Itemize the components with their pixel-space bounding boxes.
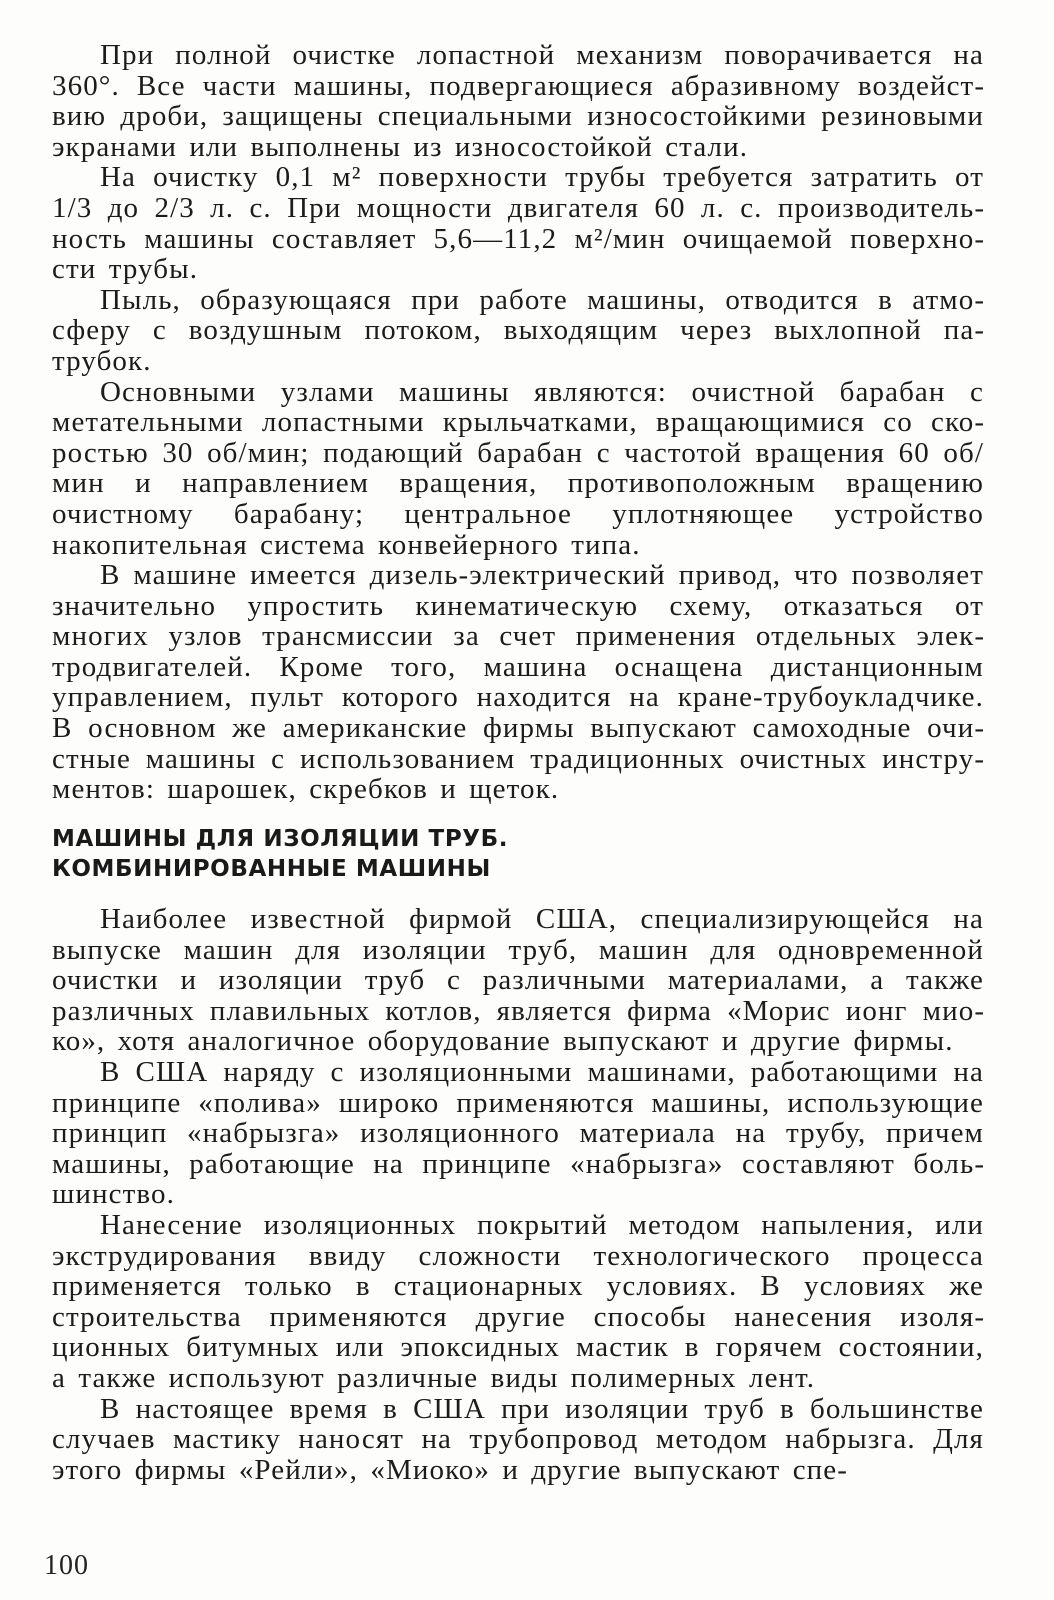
page-number: 100 bbox=[44, 1550, 89, 1581]
paragraph: В США наряду с изоляционными машинами, работающими на принципе «полива» широко применяются машины, использующие принцип «набрызга» изоляционного материала на трубу, причем машины, работающие на принципе «набрызга» составляют большинство. bbox=[52, 1055, 984, 1211]
paragraph: При полной очистке лопастной механизм поворачивается на 360°. Все части машины, подвергающиеся абразивному воздействию дроби, защищены специальными износостойкими резиновыми экранами или выполнены из износостойкой стали. bbox=[52, 39, 984, 163]
paragraph: Пыль, образующаяся при работе машины, отводится в атмосферу с воздушным потоком, выходящим через выхлопной патрубок. bbox=[52, 283, 984, 377]
paragraph: Основными узлами машины являются: очистной барабан с метательными лопастными крыльчатками, вращающимися со скоростью 30 об/мин; подающий барабан с частотой вращения 60 об/мин и направлением вращения, противоположным вращению очистному барабану; центральное уплотняющее устройство накопительная система конвейерного типа. bbox=[52, 375, 984, 561]
paragraph: В машине имеется дизель-электрический привод, что позволяет значительно упростить кинематическую схему, отказаться от многих узлов трансмиссии за счет применения отдельных электродвигателей. Кроме того, машина оснащена дистанционным управлением, пульт которого находится на кране-трубоукладчике. В основном же американские фирмы выпускают самоходные очистные машины с использованием традиционных очистных инструментов: шарошек, скребков и щеток. bbox=[52, 559, 984, 806]
text-block-top bbox=[52, 40, 984, 805]
paragraph: Нанесение изоляционных покрытий методом напыления, или экструдирования ввиду сложности технологического процесса применяется только в стационарных условиях. В условиях же строительства применяются другие способы нанесения изоляционных битумных или эпоксидных мастик в горячем состоянии, а также используют различные виды полимерных лент. bbox=[52, 1208, 984, 1394]
paragraph: В настоящее время в США при изоляции труб в большинстве случаев мастику наносят на трубопровод методом набрызга. Для этого фирмы «Рейли», «Миоко» и другие выпускают спе- bbox=[52, 1392, 984, 1486]
text-block-bottom bbox=[52, 904, 984, 1485]
paragraph: Наиболее известной фирмой США, специализирующейся на выпуске машин для изоляции труб, машин для одновременной очистки и изоляции труб с различными материалами, а также различных плавильных котлов, является фирма «Морис ионг миоко», хотя аналогичное оборудование выпускают и другие фирмы. bbox=[52, 903, 984, 1058]
section-heading-line-2: КОМБИНИРОВАННЫЕ МАШИНЫ bbox=[52, 856, 491, 882]
section-heading-line-1: МАШИНЫ ДЛЯ ИЗОЛЯЦИИ ТРУБ. bbox=[52, 826, 509, 852]
paragraph: На очистку 0,1 м² поверхности трубы требуется затратить от 1/3 до 2/3 л. с. При мощности двигателя 60 л. с. производительность машины составляет 5,6—11,2 м²/мин очищаемой поверхности трубы. bbox=[52, 161, 984, 286]
section-heading bbox=[52, 824, 992, 884]
